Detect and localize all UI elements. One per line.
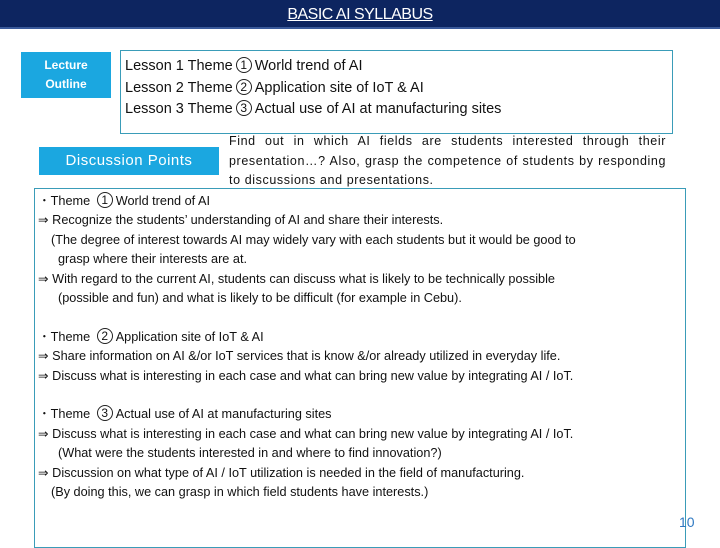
title-bar xyxy=(0,0,720,29)
lessons-box xyxy=(120,50,673,134)
themes-box xyxy=(34,188,686,548)
lesson-item xyxy=(125,99,672,121)
lecture-outline-label xyxy=(21,52,111,98)
label-line: Lecture xyxy=(44,58,88,72)
circled-number: 2 xyxy=(236,79,252,95)
lesson-item xyxy=(125,56,672,78)
page-number: 10 xyxy=(679,514,695,530)
theme-title: World trend of AI xyxy=(115,194,210,208)
lesson-prefix: Lesson 3 Theme xyxy=(125,101,233,117)
bullet-prefix: ・Theme xyxy=(38,407,91,422)
theme-heading xyxy=(38,405,685,424)
theme-line: (By doing this, we can grasp in which field students have interests.) xyxy=(51,485,429,500)
circled-number: 1 xyxy=(236,57,252,73)
lesson-prefix: Lesson 1 Theme xyxy=(125,58,233,74)
theme-title: Application site of IoT & AI xyxy=(115,329,264,344)
bullet-prefix: ・Theme xyxy=(38,329,91,344)
lesson-title: Actual use of AI at manufacturing sites xyxy=(254,101,502,117)
theme-line: ⇒ Discussion on what type of AI / IoT utilization is needed in the field of manufacturing. xyxy=(38,465,525,480)
theme-line: ⇒ With regard to the current AI, students can discuss what is likely to be technically possible xyxy=(38,271,555,286)
lesson-item xyxy=(125,78,672,100)
theme-line: ⇒ Share information on AI &/or IoT services that is know &/or already utilized in everyday life. xyxy=(38,349,561,364)
circled-number: 3 xyxy=(236,100,252,116)
discussion-points-label: Discussion Points xyxy=(39,147,219,175)
bullet-prefix: ・Theme xyxy=(38,194,91,208)
theme-title: Actual use of AI at manufacturing sites xyxy=(115,407,332,422)
circled-number: 3 xyxy=(97,405,113,421)
label-line: Outline xyxy=(45,77,87,91)
theme-heading xyxy=(38,192,685,211)
theme-line: grasp where their interests are at. xyxy=(58,252,247,267)
theme-line: ⇒ Recognize the students’ understanding of AI and share their interests. xyxy=(38,213,444,228)
theme-line: ⇒ Discuss what is interesting in each case and what can bring new value by integrating AI / IoT. xyxy=(38,426,574,441)
circled-number: 2 xyxy=(97,328,113,344)
theme-heading xyxy=(38,328,685,347)
circled-number: 1 xyxy=(97,192,113,208)
page-title: BASIC AI SYLLABUS xyxy=(287,6,433,23)
theme-line: (What were the students interested in and where to find innovation?) xyxy=(58,446,442,461)
discussion-description: Find out in which AI fields are students interested through their presentation…? Also, grasp the competence of students by responding to discussions and presentations. xyxy=(229,134,666,187)
lesson-title: World trend of AI xyxy=(254,58,363,74)
theme-line: (possible and fun) and what is likely to be difficult (for example in Cebu). xyxy=(58,291,462,306)
theme-line: (The degree of interest towards AI may widely vary with each students but it would be good to xyxy=(51,232,576,247)
theme-line: ⇒ Discuss what is interesting in each case and what can bring new value by integrating AI / IoT. xyxy=(38,368,574,383)
lesson-prefix: Lesson 2 Theme xyxy=(125,79,233,96)
lesson-title: Application site of IoT & AI xyxy=(254,79,424,96)
